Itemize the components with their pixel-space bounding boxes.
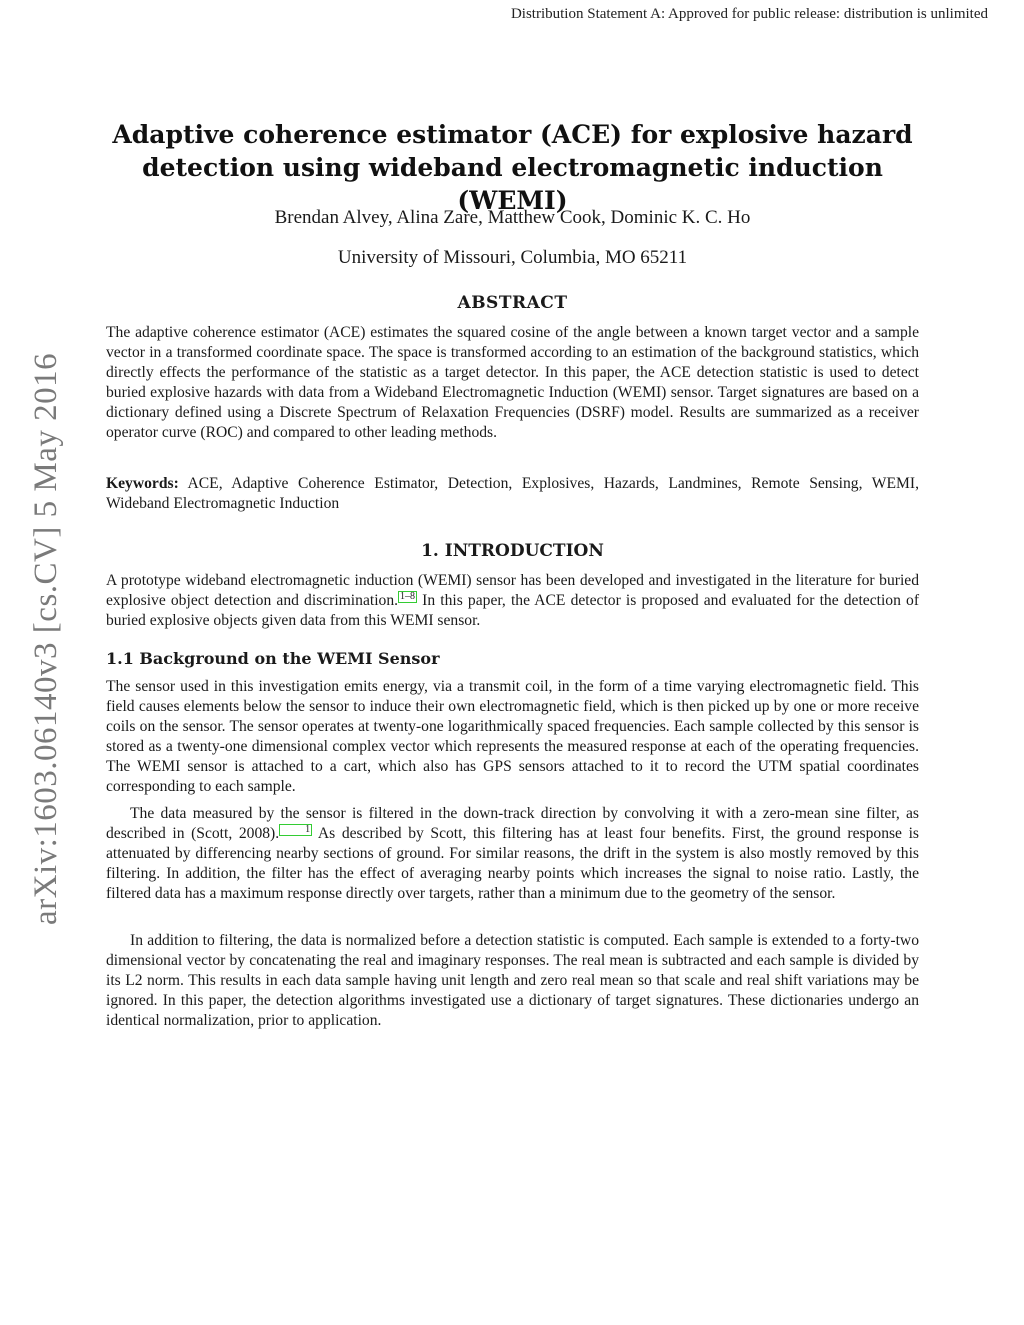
citation-link[interactable]	[399, 592, 416, 602]
affiliation: University of Missouri, Columbia, MO 65211	[337, 247, 688, 268]
author-list: Brendan Alvey, Alina Zare, Matthew Cook, Dominic K. C. Ho	[274, 207, 751, 228]
introduction-text-start: A prototype wideband electromagnetic induction (WEMI) sensor has been developed and investigated in the literature for buried explosive object detection and discrimination.	[106, 572, 919, 609]
section-1-1-paragraph-1: The sensor used in this investigation emits energy, via a transmit coil, in the form of a time varying electromagnetic field. This field causes elements below the sensor to induce their own electromagnetic field, which is then picked up by one or more receive coils on the sensor. The sensor operates at twenty-one logarithmically spaced frequencies. Each sample collected by this sensor is stored as a twenty-one dimensional complex vector which represents the measured response at each of the operating frequencies. The WEMI sensor is attached to a cart, which also has GPS sensors attached to it to record the UTM spatial coordinates corresponding to each sample.	[106, 678, 919, 795]
keywords-text: ACE, Adaptive Coherence Estimator, Detection, Explosives, Hazards, Landmines, Remote Sensing, WEMI, Wideband Electromagnetic Induction	[106, 475, 919, 512]
citation-link[interactable]: 1	[280, 825, 311, 835]
introduction-paragraph	[106, 571, 919, 631]
paragraph-2-text-end: As described by Scott, this filtering has at least four benefits. First, the ground response is attenuated by differencing nearby sections of ground. For similar reasons, the drift in the system is also mostly removed by this filtering. In addition, the filter has the effect of averaging nearby points which increases the signal to noise ratio. Lastly, the filtered data has a maximum response directly over targets, rather than a minimum due to the geometry of the sensor.	[106, 825, 919, 902]
paper-title-line-2: detection using wideband electromagnetic induction (WEMI)	[142, 153, 883, 215]
distribution-statement: Distribution Statement A: Approved for public release: distribution is unlimited	[510, 6, 988, 22]
introduction-heading: 1. INTRODUCTION	[421, 541, 604, 561]
abstract-heading: ABSTRACT	[457, 293, 568, 313]
section-1-1-paragraph-2	[106, 804, 919, 904]
citation-end: 8	[410, 591, 416, 602]
introduction-text-end: In this paper, the ACE detector is proposed and evaluated for the detection of buried explosive objects given data from this WEMI sensor.	[106, 592, 920, 629]
section-1-1-paragraph-3: In addition to filtering, the data is normalized before a detection statistic is computed. Each sample is extended to a forty-two dimensional vector by concatenating the real and imaginary responses. The real mean is subtracted and each sample is divided by its L2 norm. This results in each data sample having unit length and zero real mean so that scale and real shift variations may be ignored. In this paper, the detection algorithms investigated use a dictionary of target signatures. These dictionaries undergo an identical normalization, prior to application.	[106, 932, 919, 1029]
paper-title-line-1: Adaptive coherence estimator (ACE) for explosive hazard	[112, 120, 913, 149]
citation-start: 1	[400, 591, 406, 602]
citation-separator: –	[405, 591, 411, 602]
keywords	[106, 474, 919, 514]
abstract-text: The adaptive coherence estimator (ACE) estimates the squared cosine of the angle between a known target vector and a sample vector in a transformed coordinate space. The space is transformed according to an estimation of the background statistics, which directly effects the performance of the statistic as a target detector. In this paper, the ACE detection statistic is used to detect buried explosive hazards with data from a Wideband Electromagnetic Induction (WEMI) sensor. Target signatures are based on a dictionary defined using a Discrete Spectrum of Relaxation Frequencies (DSRF) model. Results are summarized as a receiver operator curve (ROC) and compared to other leading methods.	[106, 324, 919, 441]
section-1-1-heading: 1.1 Background on the WEMI Sensor	[106, 649, 440, 668]
paper-title	[106, 118, 919, 217]
keywords-label: Keywords:	[106, 475, 179, 492]
arxiv-identifier-stamp: arXiv:1603.06140v3 [cs.CV] 5 May 2016	[28, 352, 64, 925]
paragraph-2-text-start: The data measured by the sensor is filtered in the down-track direction by convolving it with a zero-mean sine filter, as described in (Scott, 2008).	[106, 805, 919, 842]
